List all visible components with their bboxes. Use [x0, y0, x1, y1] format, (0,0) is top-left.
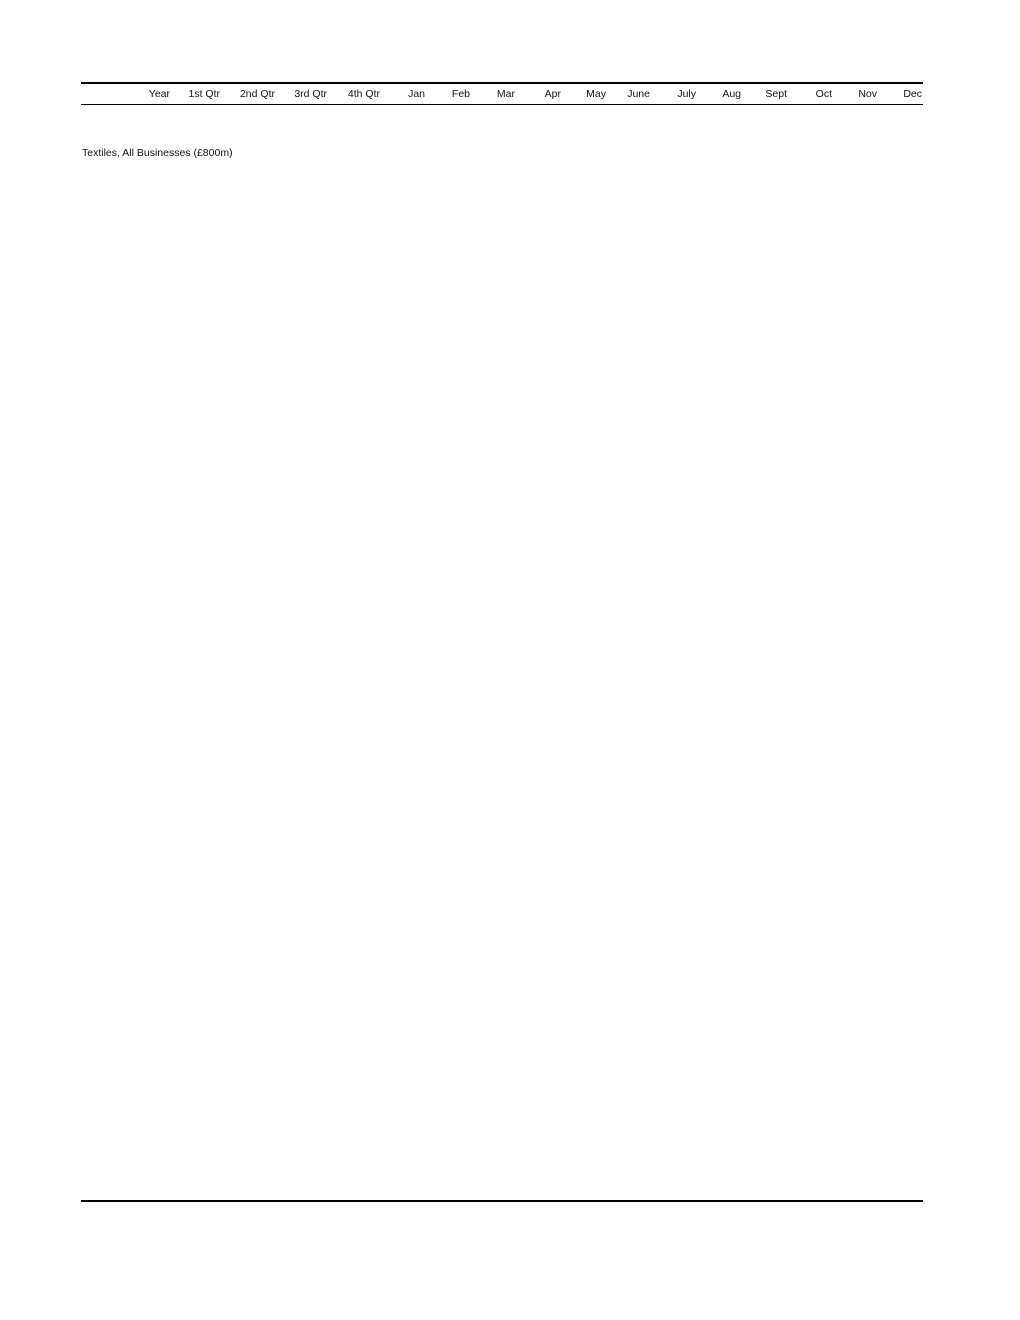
- column-header-july: July: [677, 88, 696, 100]
- column-header-2nd-qtr: 2nd Qtr: [239, 88, 275, 100]
- column-header-nov: Nov: [858, 88, 877, 100]
- column-header-dec: Dec: [903, 88, 922, 100]
- column-header-aug: Aug: [722, 88, 741, 100]
- column-header-jan: Jan: [408, 88, 425, 100]
- column-header-sept: Sept: [765, 88, 787, 100]
- column-header-apr: Apr: [544, 88, 561, 100]
- column-header-4th-qtr: 4th Qtr: [347, 88, 380, 100]
- section-label: Textiles, All Businesses (£800m): [82, 147, 233, 159]
- column-header-year: Year: [148, 88, 170, 100]
- column-header-june: June: [627, 88, 650, 100]
- column-header-3rd-qtr: 3rd Qtr: [294, 88, 327, 100]
- column-header-mar: Mar: [496, 88, 515, 100]
- bottom-rule: [81, 1200, 923, 1202]
- column-header-oct: Oct: [815, 88, 832, 100]
- column-header-feb: Feb: [451, 88, 470, 100]
- column-header-1st-qtr: 1st Qtr: [188, 88, 220, 100]
- header-rule: [81, 104, 923, 105]
- column-header-may: May: [586, 88, 606, 100]
- top-rule: [81, 82, 923, 84]
